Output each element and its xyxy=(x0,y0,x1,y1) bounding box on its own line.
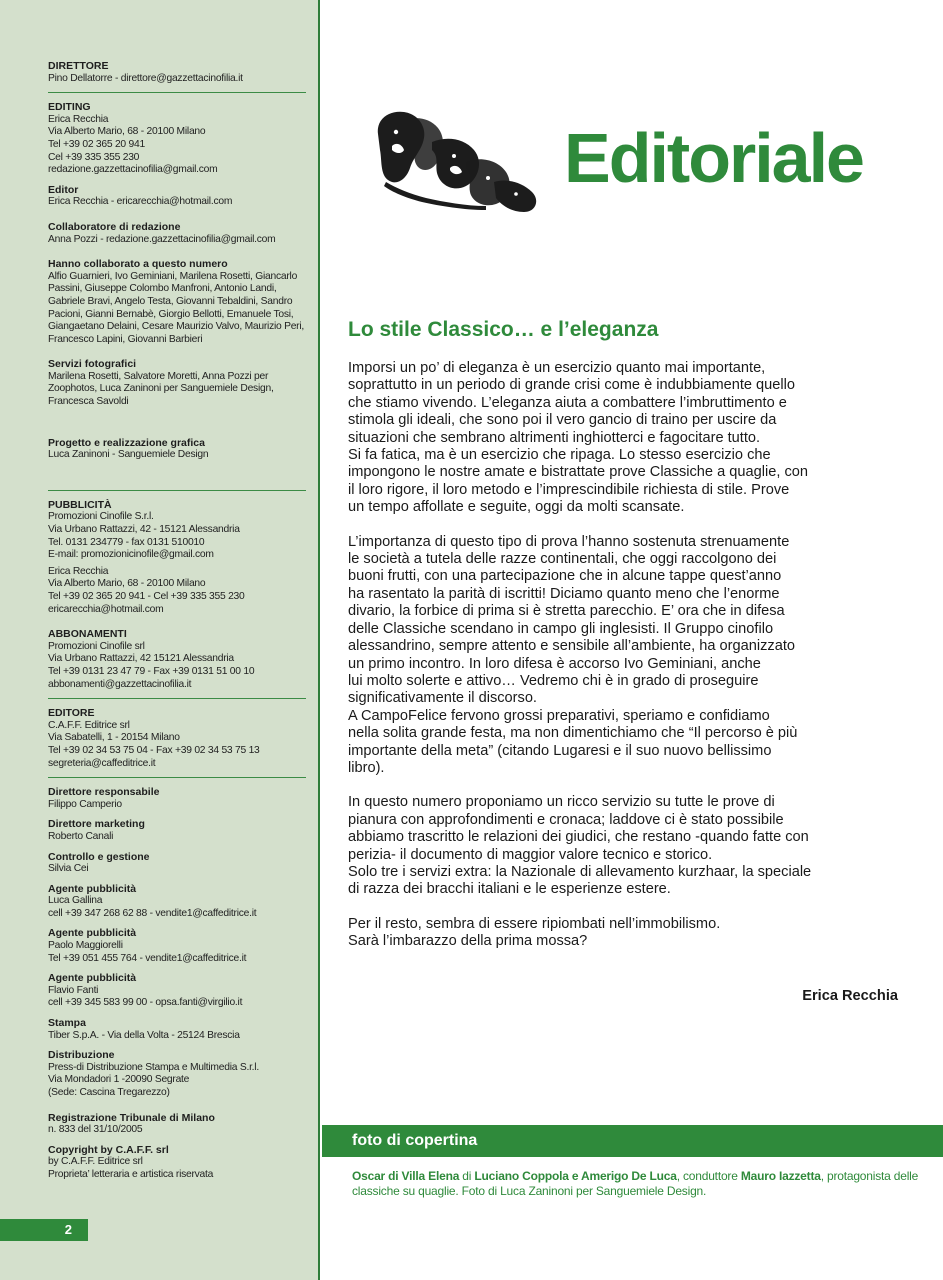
sidebar-divider xyxy=(48,777,306,778)
masthead-heading: Registrazione Tribunale di Milano xyxy=(48,1111,215,1124)
article-line: pianura con approfondimenti e cronaca; laddove ci è stato possibile xyxy=(348,811,784,828)
article-line: buoni frutti, con una partecipazione che in alcune tappe quest’anno xyxy=(348,568,782,585)
article-line: lui molto solerte e attivo… Vedremo chi è in grado di proseguire xyxy=(348,672,759,689)
article-signature: Erica Recchia xyxy=(802,988,898,1004)
caption-text-2: , conduttore xyxy=(676,1169,741,1183)
masthead-heading: Agente pubblicità xyxy=(48,882,137,895)
masthead-line: n. 833 del 31/10/2005 xyxy=(48,1124,143,1136)
masthead-line: cell +39 345 583 99 00 - opsa.fanti@virgilio.it xyxy=(48,997,243,1009)
masthead-line: Tel +39 0131 23 47 79 - Fax +39 0131 51 00 10 xyxy=(48,665,255,677)
masthead-section-direttore-resp xyxy=(48,786,306,811)
masthead-line: Via Urbano Rattazzi, 42 15121 Alessandria xyxy=(48,653,234,665)
masthead-section-editore xyxy=(48,707,306,770)
masthead-line: Erica Recchia xyxy=(48,565,109,577)
caption-dog-name: Oscar di Villa Elena xyxy=(352,1169,460,1183)
article-line: L’importanza di questo tipo di prova l’hanno sostenuta strenuamente xyxy=(348,533,790,550)
masthead-section-distribuzione xyxy=(48,1049,306,1099)
article-line: di razza dei bracchi italiani e le esperienze estere. xyxy=(348,881,671,898)
masthead-line: ericarecchia@hotmail.com xyxy=(48,603,164,615)
article-line: impongono le nostre amate e bistrattate prove Classiche a quaglie, con xyxy=(348,464,808,481)
article-paragraph xyxy=(348,916,908,951)
article-paragraph xyxy=(348,794,908,898)
masthead-section-registrazione xyxy=(48,1112,306,1137)
masthead-heading: Hanno collaborato a questo numero xyxy=(48,258,228,271)
masthead-line: Via Sabatelli, 1 - 20154 Milano xyxy=(48,732,180,744)
cover-photo-caption xyxy=(352,1169,927,1199)
masthead-section-abbonamenti xyxy=(48,628,306,691)
article-line: In questo numero proponiamo un ricco servizio su tutte le prove di xyxy=(348,794,775,811)
masthead-line: Proprieta’ letteraria e artistica riservata xyxy=(48,1168,214,1180)
masthead-section-agente3 xyxy=(48,972,306,1010)
masthead-heading: Controllo e gestione xyxy=(48,850,150,863)
masthead-heading: Agente pubblicità xyxy=(48,927,137,940)
masthead-heading: Editor xyxy=(48,183,79,196)
masthead-heading: PUBBLICITÀ xyxy=(48,498,112,511)
masthead-line: Tel +39 02 365 20 941 xyxy=(48,138,145,150)
sidebar-divider xyxy=(48,490,306,491)
masthead-heading: Servizi fotografici xyxy=(48,358,137,371)
masthead-line: Tel +39 02 365 20 941 - Cel +39 335 355 230 xyxy=(48,591,245,602)
masthead-heading: DIRETTORE xyxy=(48,60,109,72)
masthead-heading: Copyright by C.A.F.F. srl xyxy=(48,1143,169,1156)
caption-handler: Mauro Iazzetta xyxy=(740,1169,821,1183)
masthead-content xyxy=(48,60,306,1189)
masthead-line: segreteria@caffeditrice.it xyxy=(48,757,156,769)
masthead-line: redazione.gazzettacinofilia@gmail.com xyxy=(48,164,218,176)
article-line: che stiamo vivendo. L’eleganza aiuta a combattere l’imbruttimento e xyxy=(348,394,787,411)
article-line: stimola gli ideali, che sono poi il vero gancio di traino per uscire da xyxy=(348,412,777,429)
article-line: alessandrino, sempre attento e sensibile all’ambiente, ha organizzato xyxy=(348,638,795,655)
article-line: un primo incontro. In loro difesa è accorso Ivo Geminiani, anche xyxy=(348,655,761,672)
masthead-section-pubblicita xyxy=(48,499,306,616)
article-line: Per il resto, sembra di essere ripiombati nell’immobilismo. xyxy=(348,915,721,932)
article-paragraph xyxy=(348,360,908,517)
masthead-line: Erica Recchia - ericarecchia@hotmail.com xyxy=(48,196,233,208)
masthead-line: Silvia Cei xyxy=(48,863,89,875)
masthead-section-editing xyxy=(48,101,306,177)
article-line: divario, la forbice di prima si è stretta parecchio. E’ ora che in difesa xyxy=(348,603,785,620)
article-line: soprattutto in un periodo di grande crisi come è indubbiamente quello xyxy=(348,377,796,394)
masthead-line: by C.A.F.F. Editrice srl xyxy=(48,1156,143,1168)
article-body xyxy=(348,360,908,968)
masthead-line: Tel +39 051 455 764 - vendite1@caffeditrice.it xyxy=(48,952,247,964)
masthead-section-controllo xyxy=(48,851,306,876)
dogs-illustration-icon xyxy=(366,102,546,217)
masthead-heading: ABBONAMENTI xyxy=(48,628,127,641)
masthead-line: Cel +39 335 355 230 xyxy=(48,151,140,163)
cover-photo-bar xyxy=(322,1125,943,1157)
article-headline: Lo stile Classico… e l’eleganza xyxy=(348,318,659,341)
article-line: significativamente il discorso. xyxy=(348,690,537,707)
masthead-line: Tiber S.p.A. - Via della Volta - 25124 Brescia xyxy=(48,1029,240,1041)
masthead-line: Erica Recchia xyxy=(48,113,109,125)
masthead-line: Luca Zaninoni - Sanguemiele Design xyxy=(48,449,209,461)
masthead-line: Via Urbano Rattazzi, 42 - 15121 Alessandria xyxy=(48,524,240,536)
masthead-heading: Direttore responsabile xyxy=(48,786,160,799)
masthead-line: E-mail: promozionicinofile@gmail.com xyxy=(48,549,214,561)
section-title: Editoriale xyxy=(564,119,863,197)
article-line: abbiamo trascritto le relazioni dei giudici, che restano -quando fatte con xyxy=(348,829,809,846)
caption-text-1: di xyxy=(459,1169,475,1183)
masthead-text: Marilena Rosetti, Salvatore Moretti, Anna Pozzi per Zoophotos, Luca Zaninoni per Sanguemiele Design, Francesca Savoldi xyxy=(48,370,274,408)
article-paragraph xyxy=(348,534,908,778)
masthead-text: Alfio Guarnieri, Ivo Geminiani, Marilena Rosetti, Giancarlo Passini, Giuseppe Colombo Manfroni, Antonio Landi, Gabriele Bravi, Angelo Testa, Giovanni Tebaldini, Sandro Pacioni, Gianni Bernabè, Giorgio Bellotti, Emanuele Tosi, Giangaetano Delaini, Cesare Maurizio Valvo, Maurizio Peri, Francesco Lapini, Giovanni Barbieri xyxy=(48,270,305,345)
caption-owners: Luciano Coppola e Amerigo De Luca xyxy=(474,1169,677,1183)
masthead-line: abbonamenti@gazzettacinofilia.it xyxy=(48,678,192,690)
article-line: Solo tre i servizi extra: la Nazionale di allevamento kurzhaar, la speciale xyxy=(348,863,812,880)
article-line: Si fa fatica, ma è un esercizio che ripaga. Lo stesso esercizio che xyxy=(348,447,771,464)
masthead-line: Luca Gallina xyxy=(48,895,103,907)
article-line: perizia- il documento di maggior valore tecnico e storico. xyxy=(348,846,713,863)
masthead-section-servizi xyxy=(48,358,306,408)
masthead-line: Tel. 0131 234779 - fax 0131 510010 xyxy=(48,536,205,548)
masthead-line: Pino Dellatorre - direttore@gazzettacinofilia.it xyxy=(48,72,243,84)
sidebar-divider xyxy=(48,92,306,93)
masthead-section-agente1 xyxy=(48,883,306,921)
masthead-line: Roberto Canali xyxy=(48,830,114,842)
article-line: nella solita grande festa, ma non dimentichiamo che “Il percorso è più xyxy=(348,725,798,742)
masthead-section-agente2 xyxy=(48,927,306,965)
masthead-heading: Agente pubblicità xyxy=(48,972,137,985)
masthead-section-collaboratore xyxy=(48,221,306,246)
masthead-heading: Stampa xyxy=(48,1017,86,1030)
masthead-section-progetto xyxy=(48,437,306,462)
article-line: Sarà l’imbarazzo della prima mossa? xyxy=(348,933,588,950)
masthead-line: Paolo Maggiorelli xyxy=(48,940,123,952)
masthead-section-stampa xyxy=(48,1017,306,1042)
article-line: le società a tutela delle razze continentali, che oggi raccolgono dei xyxy=(348,551,777,568)
masthead-line: (Sede: Cascina Tregarezzo) xyxy=(48,1087,170,1098)
cover-photo-title: foto di copertina xyxy=(352,1132,478,1149)
masthead-heading: Progetto e realizzazione grafica xyxy=(48,436,205,449)
masthead-line: Via Alberto Mario, 68 - 20100 Milano xyxy=(48,578,206,590)
article-line: delle Classiche scendano in campo gli inglesisti. Il Gruppo cinofilo xyxy=(348,620,774,637)
sidebar-divider xyxy=(48,698,306,699)
masthead-section-editor xyxy=(48,184,306,209)
article-line: importante della meta” (citando Lugaresi e il suo nuovo bellissimo xyxy=(348,742,772,759)
masthead-line: Press-di Distribuzione Stampa e Multimedia S.r.l. xyxy=(48,1061,259,1073)
masthead-line: Flavio Fanti xyxy=(48,984,99,996)
masthead-line: Via Alberto Mario, 68 - 20100 Milano xyxy=(48,126,206,138)
masthead-line: C.A.F.F. Editrice srl xyxy=(48,719,130,731)
masthead-section-copyright xyxy=(48,1144,306,1182)
masthead-section-direttore-mkt xyxy=(48,818,306,843)
article-line: il loro rigore, il loro metodo e l’imprescindibile richiesta di stile. Prove xyxy=(348,481,790,498)
masthead-line: Promozioni Cinofile srl xyxy=(48,640,145,652)
page-number: 2 xyxy=(0,1219,88,1241)
article-line: situazioni che sembrano altrimenti inghiotterci e fagocitare tutto. xyxy=(348,429,761,446)
masthead-sidebar xyxy=(0,0,320,1280)
masthead-line: Tel +39 02 34 53 75 04 - Fax +39 02 34 53 75 13 xyxy=(48,744,260,756)
article-line: un tempo affollate e seguite, oggi da molti scansate. xyxy=(348,499,685,516)
article-line: ha rasentato la parità di iscritti! Diciamo quanto meno che l’enorme xyxy=(348,585,780,602)
caption-text-3: , protagonista delle classiche su quaglie. Foto di Luca Zaninoni per Sanguemiele Design. xyxy=(352,1169,919,1198)
masthead-section-hanno-collaborato xyxy=(48,258,306,346)
article-line: Imporsi un po’ di eleganza è un esercizio quanto mai importante, xyxy=(348,360,766,376)
masthead-heading: Distribuzione xyxy=(48,1049,115,1062)
article-line: libro). xyxy=(348,759,385,776)
masthead-line: Anna Pozzi - redazione.gazzettacinofilia@gmail.com xyxy=(48,233,276,245)
masthead-line: cell +39 347 268 62 88 - vendite1@caffeditrice.it xyxy=(48,907,257,919)
masthead-heading: EDITORE xyxy=(48,707,95,720)
masthead-line: Filippo Camperio xyxy=(48,798,122,810)
masthead-heading: Collaboratore di redazione xyxy=(48,220,181,233)
masthead-line: Promozioni Cinofile S.r.l. xyxy=(48,511,154,523)
masthead-line: Via Mondadori 1 -20090 Segrate xyxy=(48,1074,190,1086)
masthead-heading: Direttore marketing xyxy=(48,818,145,831)
masthead-section-direttore xyxy=(48,60,306,85)
masthead-heading: EDITING xyxy=(48,101,91,114)
article-line: A CampoFelice fervono grossi preparativi, speriamo e confidiamo xyxy=(348,707,770,724)
